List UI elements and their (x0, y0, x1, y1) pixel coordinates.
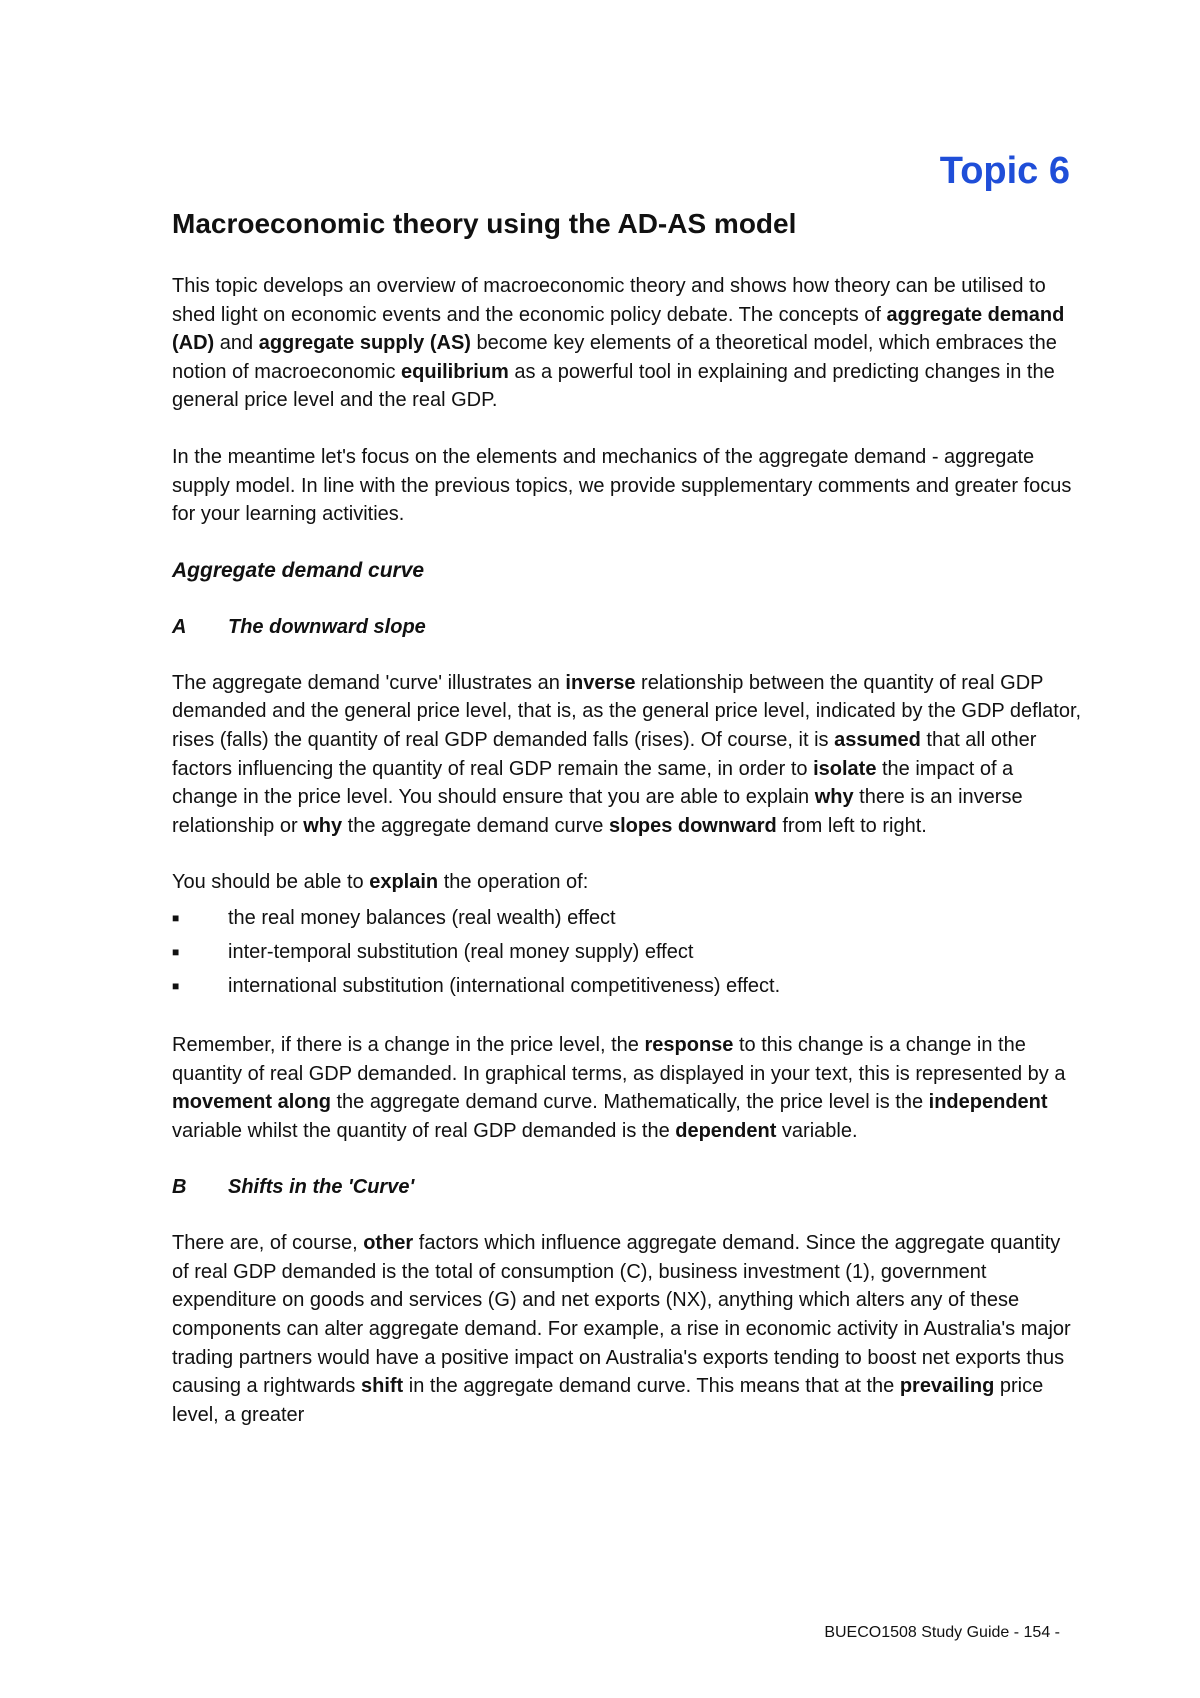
list-item-text: inter-temporal substitution (real money supply) effect (228, 940, 694, 963)
intro-paragraph-2 (172, 443, 1082, 529)
list-item (172, 935, 1082, 969)
emphasis-text: independent (928, 1091, 1048, 1114)
text-run: to this change is a change in the quantity of real GDP demanded. In graphical terms, as displayed in your text, this is represented by a (172, 1033, 1066, 1085)
emphasis-text: dependent (675, 1119, 777, 1142)
text-run: variable. (776, 1119, 858, 1142)
emphasis-text: isolate (813, 757, 877, 780)
text-run: the aggregate demand curve. Mathematically, the price level is the (330, 1091, 929, 1114)
text-run: the impact of a change in the price level. You should ensure that you are able to explain (172, 757, 1014, 809)
text-run: as a powerful tool in explaining and predicting changes in the general price level and the real GDP. (172, 360, 1055, 412)
text-run: and (214, 332, 259, 355)
text-run: in the aggregate demand curve. This means that at the (403, 1375, 900, 1398)
subsection-title: Shifts in the 'Curve' (228, 1176, 415, 1199)
section-heading: Aggregate demand curve (172, 558, 425, 582)
emphasis-text: inverse (565, 671, 636, 694)
text-run: become key elements of a theoretical model, which embraces the notion of macroeconomic (172, 332, 1057, 383)
emphasis-text: other (363, 1232, 414, 1255)
emphasis-text: slopes downward (608, 814, 777, 837)
emphasis-text: why (303, 814, 343, 837)
bullet-icon: ■ (172, 910, 180, 925)
text-run: There are, of course, (172, 1232, 364, 1255)
text-run: the aggregate demand curve (342, 814, 609, 837)
bullet-icon: ■ (172, 978, 180, 993)
paragraph-b-1 (172, 1229, 1082, 1429)
list-item-text: the real money balances (real wealth) effect (228, 906, 616, 929)
page-footer: BUECO1508 Study Guide - 154 - (824, 1624, 1060, 1641)
text-run: This topic develops an overview of macroeconomic theory and shows how theory can be utilised to shed light on economic events and the economic policy debate. The concepts of (172, 275, 1046, 326)
paragraph-a-2 (172, 868, 1082, 897)
text-run: there is an inverse relationship or (172, 786, 1023, 837)
text-run: You should be able to (172, 871, 370, 894)
subsection-heading-b (172, 1173, 1082, 1201)
emphasis-text: why (814, 786, 854, 809)
text-run: relationship between the quantity of real GDP demanded and the general price level, that is, as the general price level, indicated by the GDP deflator, rises (falls) the quantity of real GDP demanded falls (rises). Of course, it is (172, 671, 1082, 751)
text-run: Remember, if there is a change in the price level, the (172, 1033, 645, 1056)
emphasis-text: aggregate supply (AS) (258, 332, 471, 355)
subsection-letter: B (172, 1176, 187, 1199)
bullet-icon: ■ (172, 944, 180, 959)
text-run: factors which influence aggregate demand. Since the aggregate quantity of real GDP demanded is the total of consumption (C), business investment (1), government expenditure on goods and services (G) and net exports (NX), anything which alters any of these components can alter aggregate demand. For example, a rise in economic activity in Australia's major trading partners would have a positive impact on Australia's exports tending to boost net exports thus causing a rightwards (172, 1232, 1071, 1398)
emphasis-text: equilibrium (401, 360, 509, 383)
emphasis-text: assumed (834, 728, 921, 751)
list-item-text: international substitution (international competitiveness) effect. (228, 974, 781, 997)
text-run: In the meantime let's focus on the elements and mechanics of the aggregate demand - aggregate supply model. In line with the previous topics, we provide supplementary comments and greater focus for your learning activities. (172, 445, 1072, 526)
bullet-list (172, 901, 1082, 1003)
emphasis-text: prevailing (899, 1375, 995, 1398)
text-run: from left to right. (776, 814, 927, 837)
paragraph-a-3 (172, 1031, 1082, 1145)
subsection-letter: A (172, 615, 187, 638)
document-body (172, 272, 1082, 1429)
text-run: variable whilst the quantity of real GDP demanded is the (172, 1119, 676, 1142)
text-run: price level, a greater (172, 1375, 1044, 1426)
page-title: Macroeconomic theory using the AD-AS model (172, 208, 797, 239)
emphasis-text: response (644, 1033, 734, 1056)
emphasis-text: movement along (172, 1091, 331, 1114)
text-run: that all other factors influencing the quantity of real GDP remain the same, in order to (172, 728, 1037, 780)
text-run: The aggregate demand 'curve' illustrates an (172, 671, 566, 694)
emphasis-text: aggregate demand (AD) (172, 303, 1065, 355)
text-run: the operation of: (438, 871, 589, 894)
list-item (172, 969, 1082, 1003)
subsection-title: The downward slope (228, 615, 426, 638)
list-item (172, 901, 1082, 935)
topic-label: Topic 6 (939, 150, 1070, 192)
emphasis-text: shift (360, 1375, 404, 1398)
subsection-heading-a (172, 613, 1082, 641)
paragraph-a-1 (172, 669, 1082, 841)
emphasis-text: explain (369, 871, 439, 894)
intro-paragraph-1 (172, 272, 1082, 415)
